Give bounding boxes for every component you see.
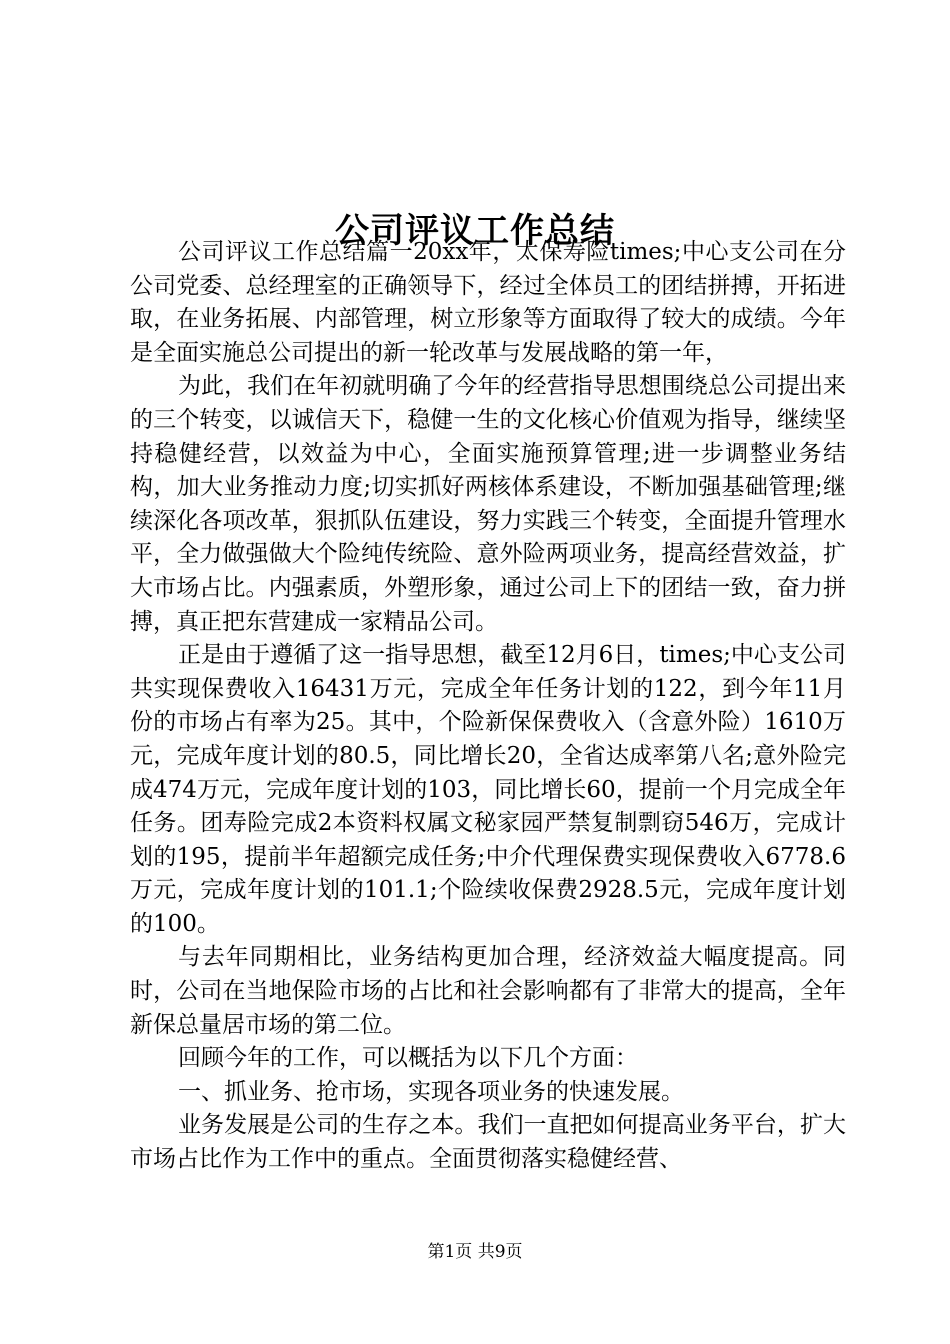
document-body xyxy=(130,236,846,1177)
paragraph-1: 公司评议工作总结篇一20xx年，太保寿险times;中心支公司在分公司党委、总经理室的正确领导下，经过全体员工的团结拼搏，开拓进取，在业务拓展、内部管理，树立形象等方面取得了较大的成绩。今年是全面实施总公司提出的新一轮改革与发展战略的第一年， xyxy=(130,239,846,366)
paragraph-2: 为此，我们在年初就明确了今年的经营指导思想围绕总公司提出来的三个转变，以诚信天下，稳健一生的文化核心价值观为指导，继续坚持稳健经营，以效益为中心，全面实施预算管理;进一步调整业务结构，加大业务推动力度;切实抓好两核体系建设，不断加强基础管理;继续深化各项改革，狠抓队伍建设，努力实践三个转变，全面提升管理水平，全力做强做大个险纯传统险、意外险两项业务，提高经营效益，扩大市场占比。内强素质，外塑形象，通过公司上下的团结一致，奋力拼搏，真正把东营建成一家精品公司。 xyxy=(130,373,846,635)
paragraph-5: 回顾今年的工作，可以概括为以下几个方面： xyxy=(178,1045,638,1072)
paragraph-4: 与去年同期相比，业务结构更加合理，经济效益大幅度提高。同时，公司在当地保险市场的占比和社会影响都有了非常大的提高，全年新保总量居市场的第二位。 xyxy=(130,944,846,1038)
paragraph-6: 业务发展是公司的生存之本。我们一直把如何提高业务平台，扩大市场占比作为工作中的重点。全面贯彻落实稳健经营、 xyxy=(130,1112,846,1173)
page-number-footer: 第1页 共9页 xyxy=(427,1242,523,1262)
section-heading-1: 一、抓业务、抢市场，实现各项业务的快速发展。 xyxy=(178,1078,684,1105)
paragraph-3: 正是由于遵循了这一指导思想，截至12月6日，times;中心支公司共实现保费收入16431万元，完成全年任务计划的122，到今年11月份的市场占有率为25。其中，个险新保保费收入（含意外险）1610万元，完成年度计划的80.5，同比增长20，全省达成率第八名;意外险完成474万元，完成年度计划的103，同比增长60，提前一个月完成全年任务。团寿险完成2本资料权属文秘家园严禁复制剽窃546万，完成计划的195，提前半年超额完成任务;中介代理保费实现保费收入6778.6万元，完成年度计划的101.1;个险续收保费2928.5元，完成年度计划的100。 xyxy=(130,642,846,937)
document-title: 公司评议工作总结 xyxy=(335,210,615,251)
